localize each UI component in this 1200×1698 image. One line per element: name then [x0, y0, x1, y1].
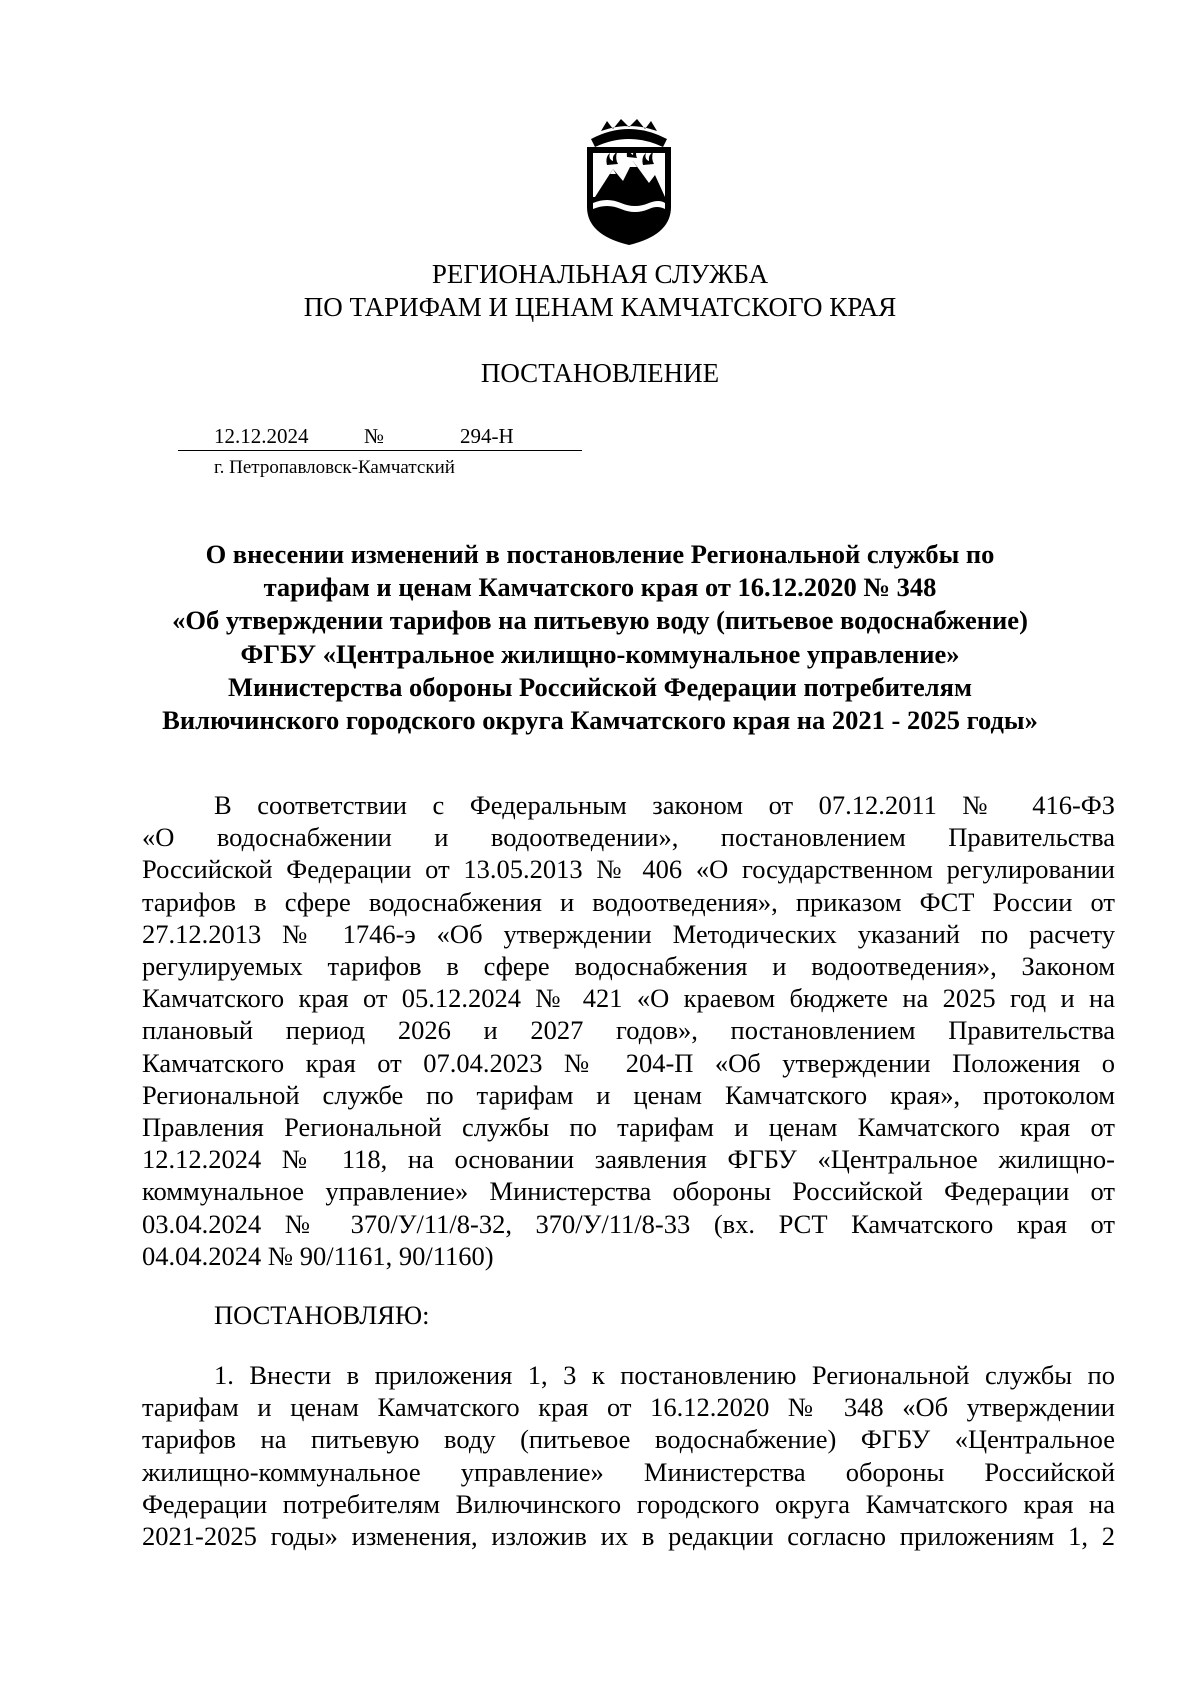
text-line: 1. Внести в приложения 1, 3 к постановлению Региональной службы по: [214, 1360, 1115, 1390]
clause-1-paragraph: [142, 1359, 1115, 1552]
document-date: 12.12.2024: [214, 424, 309, 448]
kamchatka-coat-of-arms-icon: [577, 117, 681, 247]
text-line: коммунальное управление» Министерства обороны Российской Федерации от: [142, 1176, 1115, 1207]
text-line: В соответствии с Федеральным законом от 07.12.2011 № 416-ФЗ: [214, 790, 1115, 820]
title-line: Вилючинского городского округа Камчатского края на 2021 - 2025 годы»: [162, 705, 1038, 736]
registration-line: [178, 422, 582, 451]
text-line: 27.12.2013 № 1746-э «Об утверждении Методических указаний по расчету: [142, 918, 1115, 949]
title-line: О внесении изменений в постановление Региональной службы по: [205, 539, 995, 569]
title-line: «Об утверждении тарифов на питьевую воду (питьевое водоснабжение): [172, 605, 1028, 636]
org-line-1: РЕГИОНАЛЬНАЯ СЛУЖБА: [431, 259, 769, 289]
text-line: плановый период 2026 и 2027 годов», постановлением Правительства: [142, 1015, 1115, 1046]
text-line: Камчатского края от 07.04.2023 № 204-П «Об утверждении Положения о: [142, 1047, 1115, 1078]
text-line: жилищно-коммунальное управление» Министерства обороны Российской: [142, 1456, 1115, 1487]
org-line-2: ПО ТАРИФАМ И ЦЕНАМ КАМЧАТСКОГО КРАЯ: [303, 292, 897, 322]
decree-word: ПОСТАНОВЛЯЮ:: [214, 1300, 430, 1330]
text-line: 03.04.2024 № 370/У/11/8-32, 370/У/11/8-33 (вх. РСТ Камчатского края от: [142, 1208, 1115, 1239]
preamble-paragraph: [142, 789, 1115, 1272]
text-line: Правления Региональной службы по тарифам и ценам Камчатского края от: [142, 1112, 1115, 1143]
title-line: Министерства обороны Российской Федерации потребителям: [227, 671, 973, 702]
text-line: «О водоснабжении и водоотведении», постановлением Правительства: [142, 822, 1115, 853]
text-line: Камчатского края от 05.12.2024 № 421 «О краевом бюджете на 2025 год и на: [142, 983, 1115, 1014]
document-title: [100, 538, 1100, 737]
document-type: ПОСТАНОВЛЕНИЕ: [480, 358, 720, 388]
document-number: 294-Н: [460, 424, 514, 448]
text-line: Региональной службе по тарифам и ценам Камчатского края», протоколом: [142, 1079, 1115, 1110]
text-line: Российской Федерации от 13.05.2013 № 406 «О государственном регулировании: [142, 854, 1115, 885]
text-line: тарифам и ценам Камчатского края от 16.12.2020 № 348 «Об утверждении: [142, 1392, 1115, 1423]
title-line: ФГБУ «Центральное жилищно-коммунальное управление»: [240, 638, 960, 669]
title-line: тарифам и ценам Камчатского края от 16.12.2020 № 348: [263, 572, 937, 603]
text-line: регулируемых тарифов в сфере водоснабжения и водоотведения», Законом: [142, 951, 1115, 982]
text-line: тарифов на питьевую воду (питьевое водоснабжение) ФГБУ «Центральное: [142, 1424, 1115, 1455]
text-line: тарифов в сфере водоснабжения и водоотведения», приказом ФСТ России от: [142, 886, 1115, 917]
text-line: 12.12.2024 № 118, на основании заявления ФГБУ «Центральное жилищно-: [142, 1144, 1115, 1175]
number-sign: №: [364, 424, 385, 448]
text-line: 2021-2025 годы» изменения, изложив их в редакции согласно приложениям 1, 2: [142, 1521, 1115, 1552]
text-line: Федерации потребителям Вилючинского городского округа Камчатского края на: [142, 1488, 1115, 1519]
document-city: г. Петропавловск-Камчатский: [214, 457, 455, 478]
text-line: 04.04.2024 № 90/1161, 90/1160): [142, 1240, 494, 1271]
organization-name: [0, 258, 1200, 324]
